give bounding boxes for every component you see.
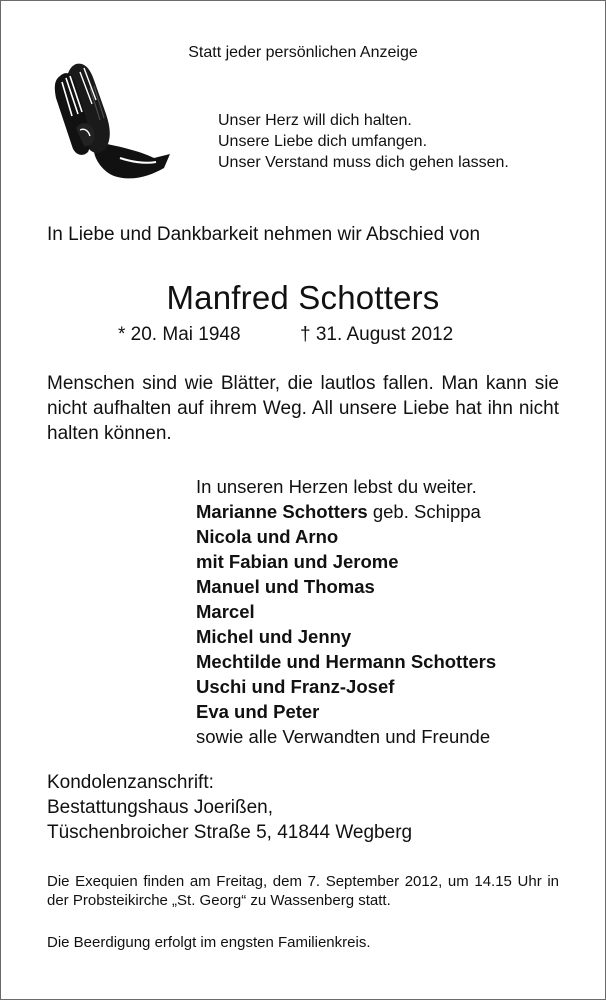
family-lead: In unseren Herzen lebst du weiter. [196,476,477,497]
notice-header: Statt jeder persönlichen Anzeige [188,44,418,61]
birth-date: * 20. Mai 1948 [118,324,241,345]
intro-text: In Liebe und Dankbarkeit nehmen wir Abschied von [47,224,481,245]
verse-line: Unsere Liebe dich umfangen. [218,133,428,150]
contact-line: Tüschenbroicher Straße 5, 41844 Wegberg [47,822,413,843]
verse-line: Unser Verstand muss dich gehen lassen. [218,154,509,171]
family-member: Eva und Peter [196,701,320,722]
deceased-name: Manfred Schotters [166,279,440,316]
condolence-address [47,770,412,845]
burial-info: Die Beerdigung erfolgt im engsten Familienkreis. [47,934,371,951]
verse [218,110,509,173]
family-list [196,474,496,749]
family-member: Mechtilde und Hermann Schotters [196,651,497,672]
praying-hands-icon [46,58,172,184]
verse-line: Unser Herz will dich halten. [218,112,412,129]
family-member: Uschi und Franz-Josef [196,676,395,697]
contact-line: Bestattungshaus Joerißen, [47,797,274,818]
contact-line: Kondolenzanschrift: [47,772,214,793]
family-member: Michel und Jenny [196,626,352,647]
funeral-info: Die Exequien finden am Freitag, dem 7. September 2012, um 14.15 Uhr in der Probsteikirche „St. Georg“ zu Wassenberg statt. [47,873,559,909]
family-member: Manuel und Thomas [196,576,375,597]
death-date: † 31. August 2012 [300,324,454,345]
family-member-maiden: geb. Schippa [367,501,481,522]
family-member: Nicola und Arno [196,526,339,547]
family-member-name: Marianne Schotters [196,501,368,522]
family-member: Marcel [196,601,255,622]
quote-text: Menschen sind wie Blätter, die lautlos fallen. Man kann sie nicht aufhalten auf ihrem Weg. All unsere Liebe hat ihn nicht halten können. [47,373,559,444]
family-member [196,499,496,524]
family-member: mit Fabian und Jerome [196,551,399,572]
family-closing: sowie alle Verwandten und Freunde [196,726,491,747]
